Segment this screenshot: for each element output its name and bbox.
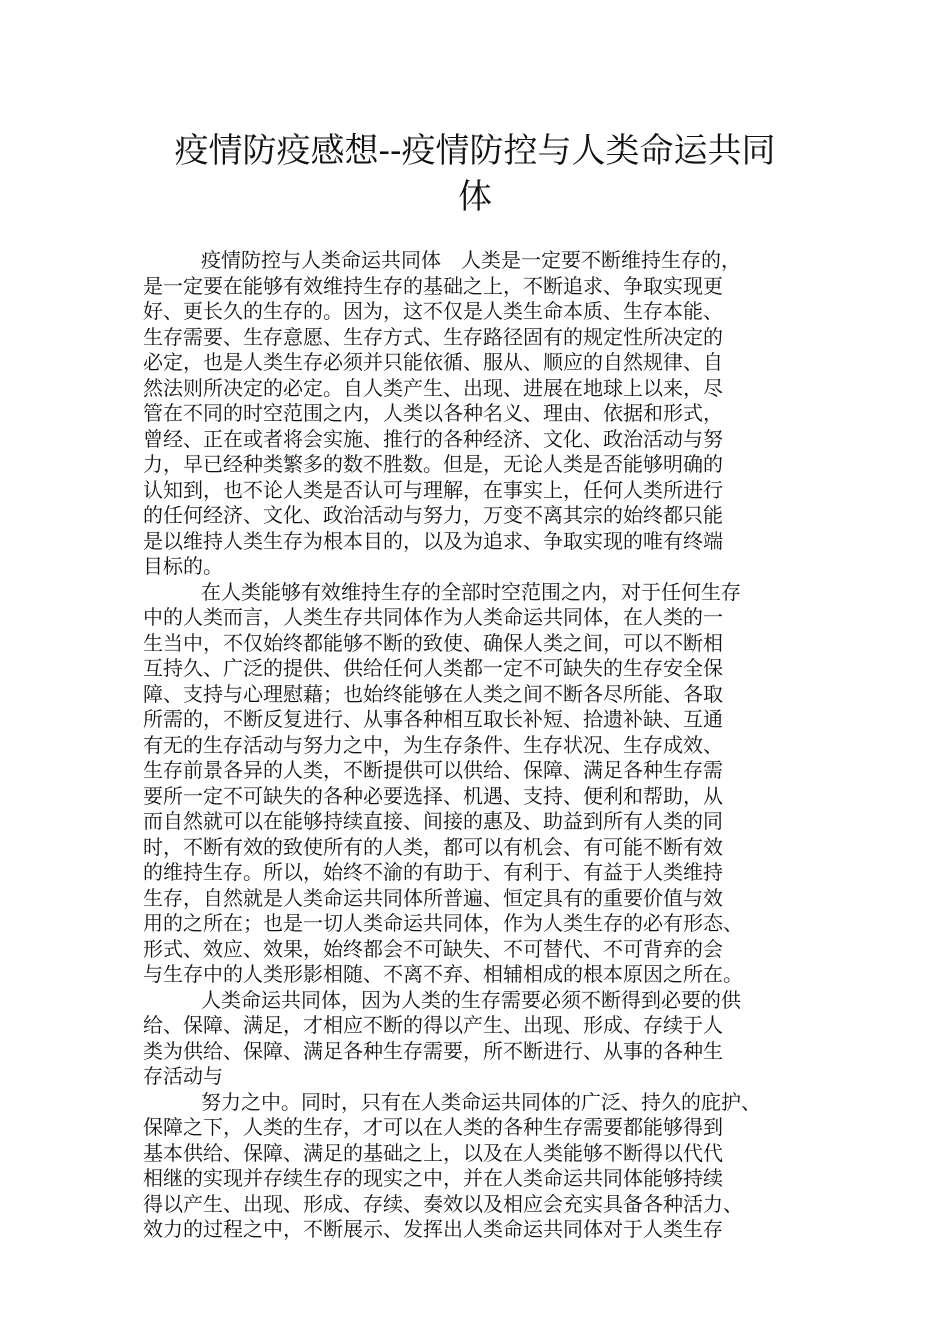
paragraph-line: 认知到，也不论人类是否认可与理解，在事实上，任何人类所进行: [143, 477, 723, 502]
paragraph-line: 生当中，不仅始终都能够不断的致使、确保人类之间，可以不断相: [143, 630, 723, 655]
paragraph-line: 得以产生、出现、形成、存续、奏效以及相应会充实具备各种活力、: [143, 1191, 743, 1216]
document-title: [140, 128, 810, 220]
paragraph: [143, 580, 833, 988]
paragraph-line: 力，早已经种类繁多的数不胜数。但是，无论人类是否能够明确的: [143, 452, 723, 476]
document-body: [143, 248, 833, 1243]
title-line: 体: [458, 177, 492, 217]
paragraph-line: 障、支持与心理慰藉；也始终能够在人类之间不断各尽所能、各取: [143, 681, 723, 706]
paragraph: [143, 1090, 833, 1243]
paragraph-line: 目标的。: [143, 554, 223, 578]
paragraph-line: 存活动与: [143, 1064, 223, 1088]
paragraph-line: 必定，也是人类生存必须并只能依循、服从、顺应的自然规律、自: [143, 350, 723, 374]
paragraph-line: 效力的过程之中，不断展示、发挥出人类命运共同体对于人类生存: [143, 1217, 723, 1241]
paragraph-line: 给、保障、满足，才相应不断的得以产生、出现、形成、存续于人: [143, 1013, 723, 1037]
paragraph-line: 努力之中。同时，只有在人类命运共同体的广泛、持久的庇护、: [201, 1089, 761, 1114]
paragraph-line: 有无的生存活动与努力之中，为生存条件、生存状况、生存成效、: [143, 732, 723, 757]
paragraph-line: 时，不断有效的致使所有的人类，都可以有机会、有可能不断有效: [143, 834, 723, 859]
paragraph: [143, 988, 833, 1090]
paragraph-line: 基本供给、保障、满足的基础之上，以及在人类能够不断得以代代: [143, 1140, 723, 1165]
paragraph-line: 生存需要、生存意愿、生存方式、生存路径固有的规定性所决定的: [143, 324, 723, 349]
paragraph-line: 所需的，不断反复进行、从事各种相互取长补短、拾遗补缺、互通: [143, 707, 723, 731]
paragraph-line: 用的之所在；也是一切人类命运共同体，作为人类生存的必有形态、: [143, 911, 743, 935]
title-line: 疫情防疫感想--疫情防控与人类命运共同: [174, 131, 776, 171]
paragraph: [143, 248, 833, 580]
paragraph-line: 互持久、广泛的提供、供给任何人类都一定不可缺失的生存安全保: [143, 656, 723, 680]
paragraph-line: 疫情防控与人类命运共同体 人类是一定要不断维持生存的，: [201, 248, 741, 272]
paragraph-line: 的任何经济、文化、政治活动与努力，万变不离其宗的始终都只能: [143, 503, 723, 527]
paragraph-line: 曾经、正在或者将会实施、推行的各种经济、文化、政治活动与努: [143, 426, 723, 451]
paragraph-line: 要所一定不可缺失的各种必要选择、机遇、支持、便利和帮助，从: [143, 783, 723, 808]
paragraph-line: 是一定要在能够有效维持生存的基础之上，不断追求、争取实现更: [143, 273, 723, 298]
paragraph-line: 在人类能够有效维持生存的全部时空范围之内，对于任何生存: [201, 579, 741, 604]
paragraph-line: 而自然就可以在能够持续直接、间接的惠及、助益到所有人类的同: [143, 809, 723, 833]
paragraph-line: 的维持生存。所以，始终不渝的有助于、有利于、有益于人类维持: [143, 860, 723, 884]
paragraph-line: 生存，自然就是人类命运共同体所普遍、恒定具有的重要价值与效: [143, 885, 723, 910]
paragraph-line: 形式、效应、效果，始终都会不可缺失、不可替代、不可背弃的会: [143, 936, 723, 961]
paragraph-line: 相继的实现并存续生存的现实之中，并在人类命运共同体能够持续: [143, 1166, 723, 1190]
paragraph-line: 中的人类而言，人类生存共同体作为人类命运共同体，在人类的一: [143, 605, 723, 629]
paragraph-line: 好、更长久的生存的。因为，这不仅是人类生命本质、生存本能、: [143, 299, 723, 323]
paragraph-line: 保障之下，人类的生存，才可以在人类的各种生存需要都能够得到: [143, 1115, 723, 1139]
paragraph-line: 与生存中的人类形影相随、不离不弃、相辅相成的根本原因之所在。: [143, 962, 743, 986]
paragraph-line: 类为供给、保障、满足各种生存需要，所不断进行、从事的各种生: [143, 1038, 723, 1063]
paragraph-line: 是以维持人类生存为根本目的，以及为追求、争取实现的唯有终端: [143, 528, 723, 553]
paragraph-line: 人类命运共同体，因为人类的生存需要必须不断得到必要的供: [201, 987, 741, 1012]
paragraph-line: 然法则所决定的必定。自人类产生、出现、进展在地球上以来，尽: [143, 375, 723, 400]
paragraph-line: 生存前景各异的人类，不断提供可以供给、保障、满足各种生存需: [143, 758, 723, 782]
paragraph-line: 管在不同的时空范围之内，人类以各种名义、理由、依据和形式，: [143, 401, 723, 425]
